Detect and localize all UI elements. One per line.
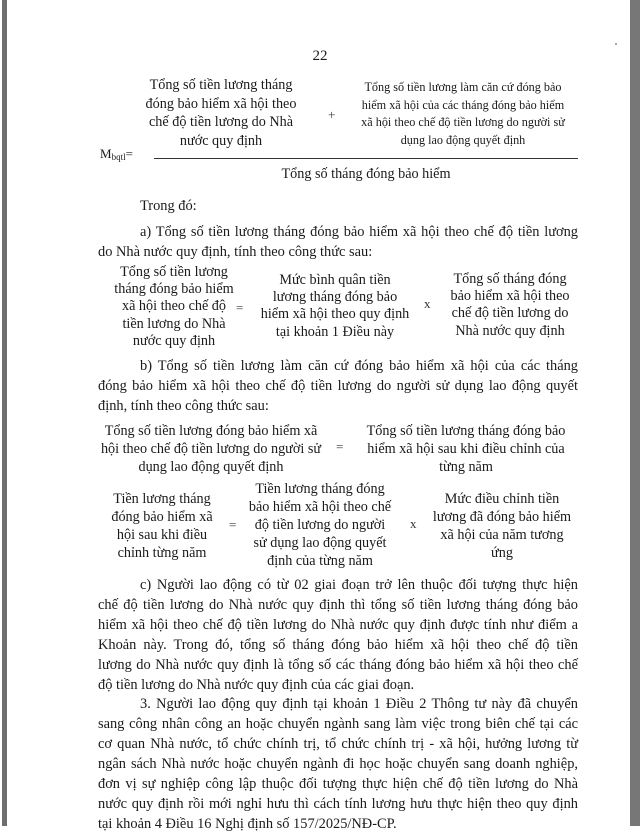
paragraph-b: b) Tổng số tiền lương làm căn cứ đóng bảo hiểm xã hội của các tháng đóng bảo hiểm xã hội theo chế độ tiền lương do người sử dụng lao động quyết định, tính theo công thức sau: — [98, 358, 578, 414]
formula-b1-right: Tổng số tiền lương tháng đóng bảo hiểm xã hội sau khi điều chỉnh của từng năm — [366, 423, 566, 475]
scan-speck — [615, 43, 617, 45]
equals-sign: = — [229, 517, 237, 532]
formula-b2-left: Tiền lương tháng đóng bảo hiểm xã hội sau khi điều chỉnh từng năm — [111, 491, 213, 561]
plus-sign: + — [328, 107, 336, 122]
formula-b2-middle: Tiền lương tháng đóng bảo hiểm xã hội theo chế độ tiền lương do người sử dụng lao động quyết định của từng năm — [248, 481, 392, 569]
formula-lhs: $M_{bqtl}=$ — [100, 146, 133, 162]
formula-a-right: Tổng số tháng đóng bảo hiểm xã hội theo chế độ tiền lương do Nhà nước quy định — [450, 271, 570, 339]
numerator-right: Tổng số tiền lương làm căn cứ đóng bảo hiểm xã hội của các tháng đóng bảo hiểm xã hội theo chế độ tiền lương do người sử dụng lao động quyết định — [361, 80, 565, 147]
fraction-bar — [154, 158, 578, 159]
formula-b2-right: Mức điều chỉnh tiền lương đã đóng bảo hiểm xã hội của năm tương ứng — [432, 491, 572, 561]
formula-a-middle: Mức bình quân tiền lương tháng đóng bảo hiểm xã hội theo quy định tại khoản 1 Điều này — [260, 272, 410, 340]
equals-sign: = — [236, 300, 244, 315]
formula-b1-left: Tổng số tiền lương đóng bảo hiểm xã hội theo chế độ tiền lương do người sử dụng lao động quyết định — [100, 423, 322, 475]
trong-do-label: Trong đó: — [140, 198, 197, 214]
scan-edge-left — [2, 0, 7, 826]
paragraph-a: a) Tổng số tiền lương tháng đóng bảo hiểm xã hội theo chế độ tiền lương do Nhà nước quy định, tính theo công thức sau: — [98, 224, 578, 260]
scan-edge-right — [630, 0, 640, 826]
page-number: 22 — [312, 48, 328, 64]
times-sign: x — [424, 296, 431, 311]
formula-a-left: Tổng số tiền lương tháng đóng bảo hiểm xã hội theo chế độ tiền lương do Nhà nước quy định — [114, 264, 234, 349]
times-sign: x — [410, 516, 417, 531]
equals-sign: = — [336, 439, 344, 454]
numerator-left: Tổng số tiền lương tháng đóng bảo hiểm xã hội theo chế độ tiền lương do Nhà nước quy định — [145, 77, 297, 149]
paragraph-3: 3. Người lao động quy định tại khoản 1 Điều 2 Thông tư này đã chuyển sang công nhân công an hoặc chuyển ngành sang làm việc trong biên chế tại các cơ quan Nhà nước, tổ chức chính trị, tổ chức chính trị - xã hội, hưởng lương từ ngân sách Nhà nước hoặc chuyển ngành đi học hoặc chuyển sang doanh nghiệp, đơn vị sự nghiệp công lập thuộc đối tượng thực hiện chế độ tiền lương do Nhà nước quy định rồi mới nghỉ hưu thì cách tính lương hưu thực hiện theo quy định tại khoản 4 Điều 16 Nghị định số 157/2025/NĐ-CP. — [98, 696, 578, 832]
paragraph-c: c) Người lao động có từ 02 giai đoạn trở lên thuộc đối tượng thực hiện chế độ tiền lương do Nhà nước quy định thì tổng số tiền lương tháng đóng bảo hiểm xã hội theo chế độ tiền lương do Nhà nước quy định được tính như điểm a Khoản này. Trong đó, tổng số tháng đóng bảo hiểm xã hội theo chế độ tiền lương do Nhà nước quy định là tổng số các tháng đóng bảo hiểm xã hội theo chế độ tiền lương do Nhà nước quy định của các giai đoạn. — [98, 577, 578, 693]
denominator: Tổng số tháng đóng bảo hiểm — [281, 166, 451, 182]
